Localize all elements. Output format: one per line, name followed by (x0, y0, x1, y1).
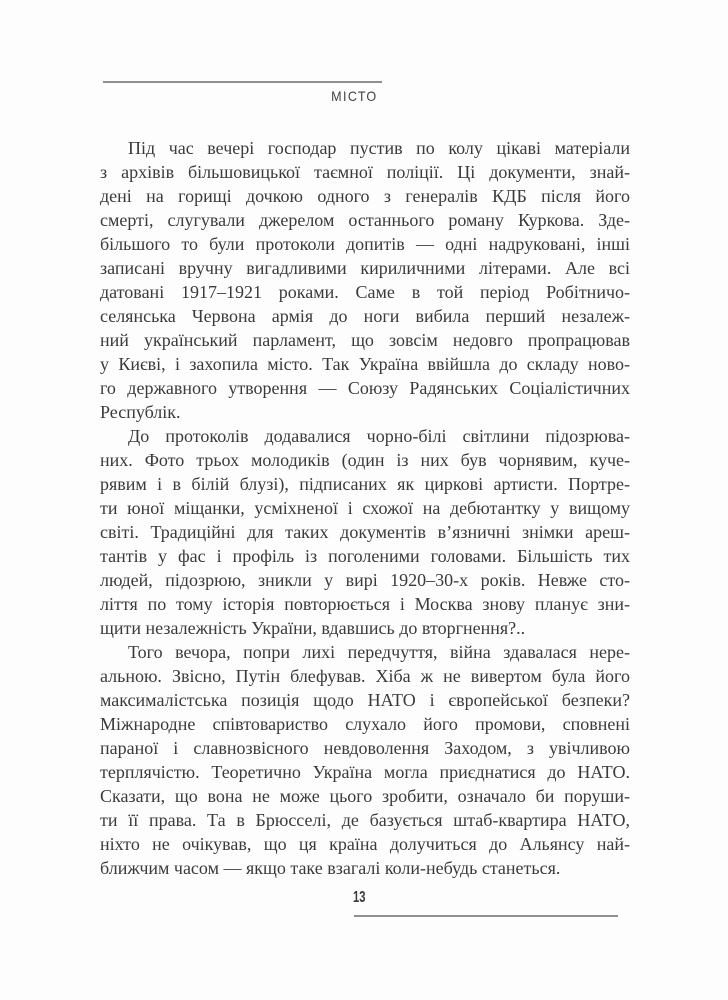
text-line: людей, підозрюю, зникли у вирі 1920–30-х років. Невже сто- (100, 570, 630, 590)
page-number: 13 (353, 889, 366, 906)
text-line: альною. Звісно, Путін блефував. Хіба ж не вивертом була його (100, 666, 630, 686)
text-line: ліття по тому історія повторюється і Москва знову планує зни- (100, 594, 630, 614)
text-line: го державного утворення — Союзу Радянських Соціалістичних (100, 378, 630, 398)
text-line: параної і славнозвісного невдоволення Заходом, з увічливою (100, 738, 630, 758)
text-line: селянська Червона армія до ноги вибила перший незалеж- (100, 306, 630, 326)
text-line: ний український парламент, що зовсім недовго пропрацював (100, 330, 630, 350)
text-line: датовані 1917–1921 роками. Саме в той період Робітничо- (100, 282, 630, 302)
text-line: світі. Традиційні для таких документів в’язничні знімки ареш- (100, 522, 630, 542)
text-line: з архівів більшовицької таємної поліції. Ці документи, знай- (100, 162, 630, 182)
text-line: рявим і в білій блузі), підписаних як циркові артисти. Портре- (100, 474, 630, 494)
text-line: Міжнародне співтовариство слухало його промови, сповнені (100, 714, 630, 734)
text-line: тантів у фас і профіль із поголеними головами. Більшість тих (100, 546, 630, 566)
text-line: максималістська позиція щодо НАТО і європейської безпеки? (100, 690, 630, 710)
text-line: Сказати, що вона не може цього зробити, означало би поруши- (100, 786, 630, 806)
text-line: терплячістю. Теоретично Україна могла приєднатися до НАТО. (100, 762, 630, 782)
text-line: ближчим часом — якщо таке взагалі коли-небудь станеться. (100, 858, 561, 878)
text-line: ти юної міщанки, усміхненої і схожої на дебютантку у вищому (100, 498, 630, 518)
text-line: Республік. (100, 402, 181, 422)
text-line: у Києві, і захопила місто. Так Україна ввійшла до складу ново- (100, 354, 630, 374)
text-line: Під час вечері господар пустив по колу цікаві матеріали (128, 138, 630, 158)
text-line: записані вручну вигадливими кириличними літерами. Але всі (100, 258, 630, 278)
chapter-title: МІСТО (331, 88, 378, 104)
text-line: них. Фото трьох молодиків (один із них був чорнявим, куче- (100, 450, 630, 470)
text-line: ніхто не очікував, що ця країна долучиться до Альянсу най- (100, 834, 630, 854)
text-line: смерті, слугували джерелом останнього роману Куркова. Зде- (100, 210, 630, 230)
text-line: Того вечора, попри лихі передчуття, війна здавалася нере- (128, 642, 630, 662)
text-line: ти її права. Та в Брюсселі, де базується штаб-квартира НАТО, (100, 810, 630, 830)
text-line: більшого то були протоколи допитів — одні надруковані, інші (100, 234, 630, 254)
body-text (100, 136, 630, 880)
text-line: До протоколів додавалися чорно-білі світлини підозрюва- (128, 426, 630, 446)
header-rule (103, 81, 382, 83)
text-line: дені на горищі дочкою одного з генералів КДБ після його (100, 186, 630, 206)
text-line: щити незалежність України, вдавшись до вторгнення?.. (100, 618, 526, 638)
footer-rule (354, 915, 618, 917)
